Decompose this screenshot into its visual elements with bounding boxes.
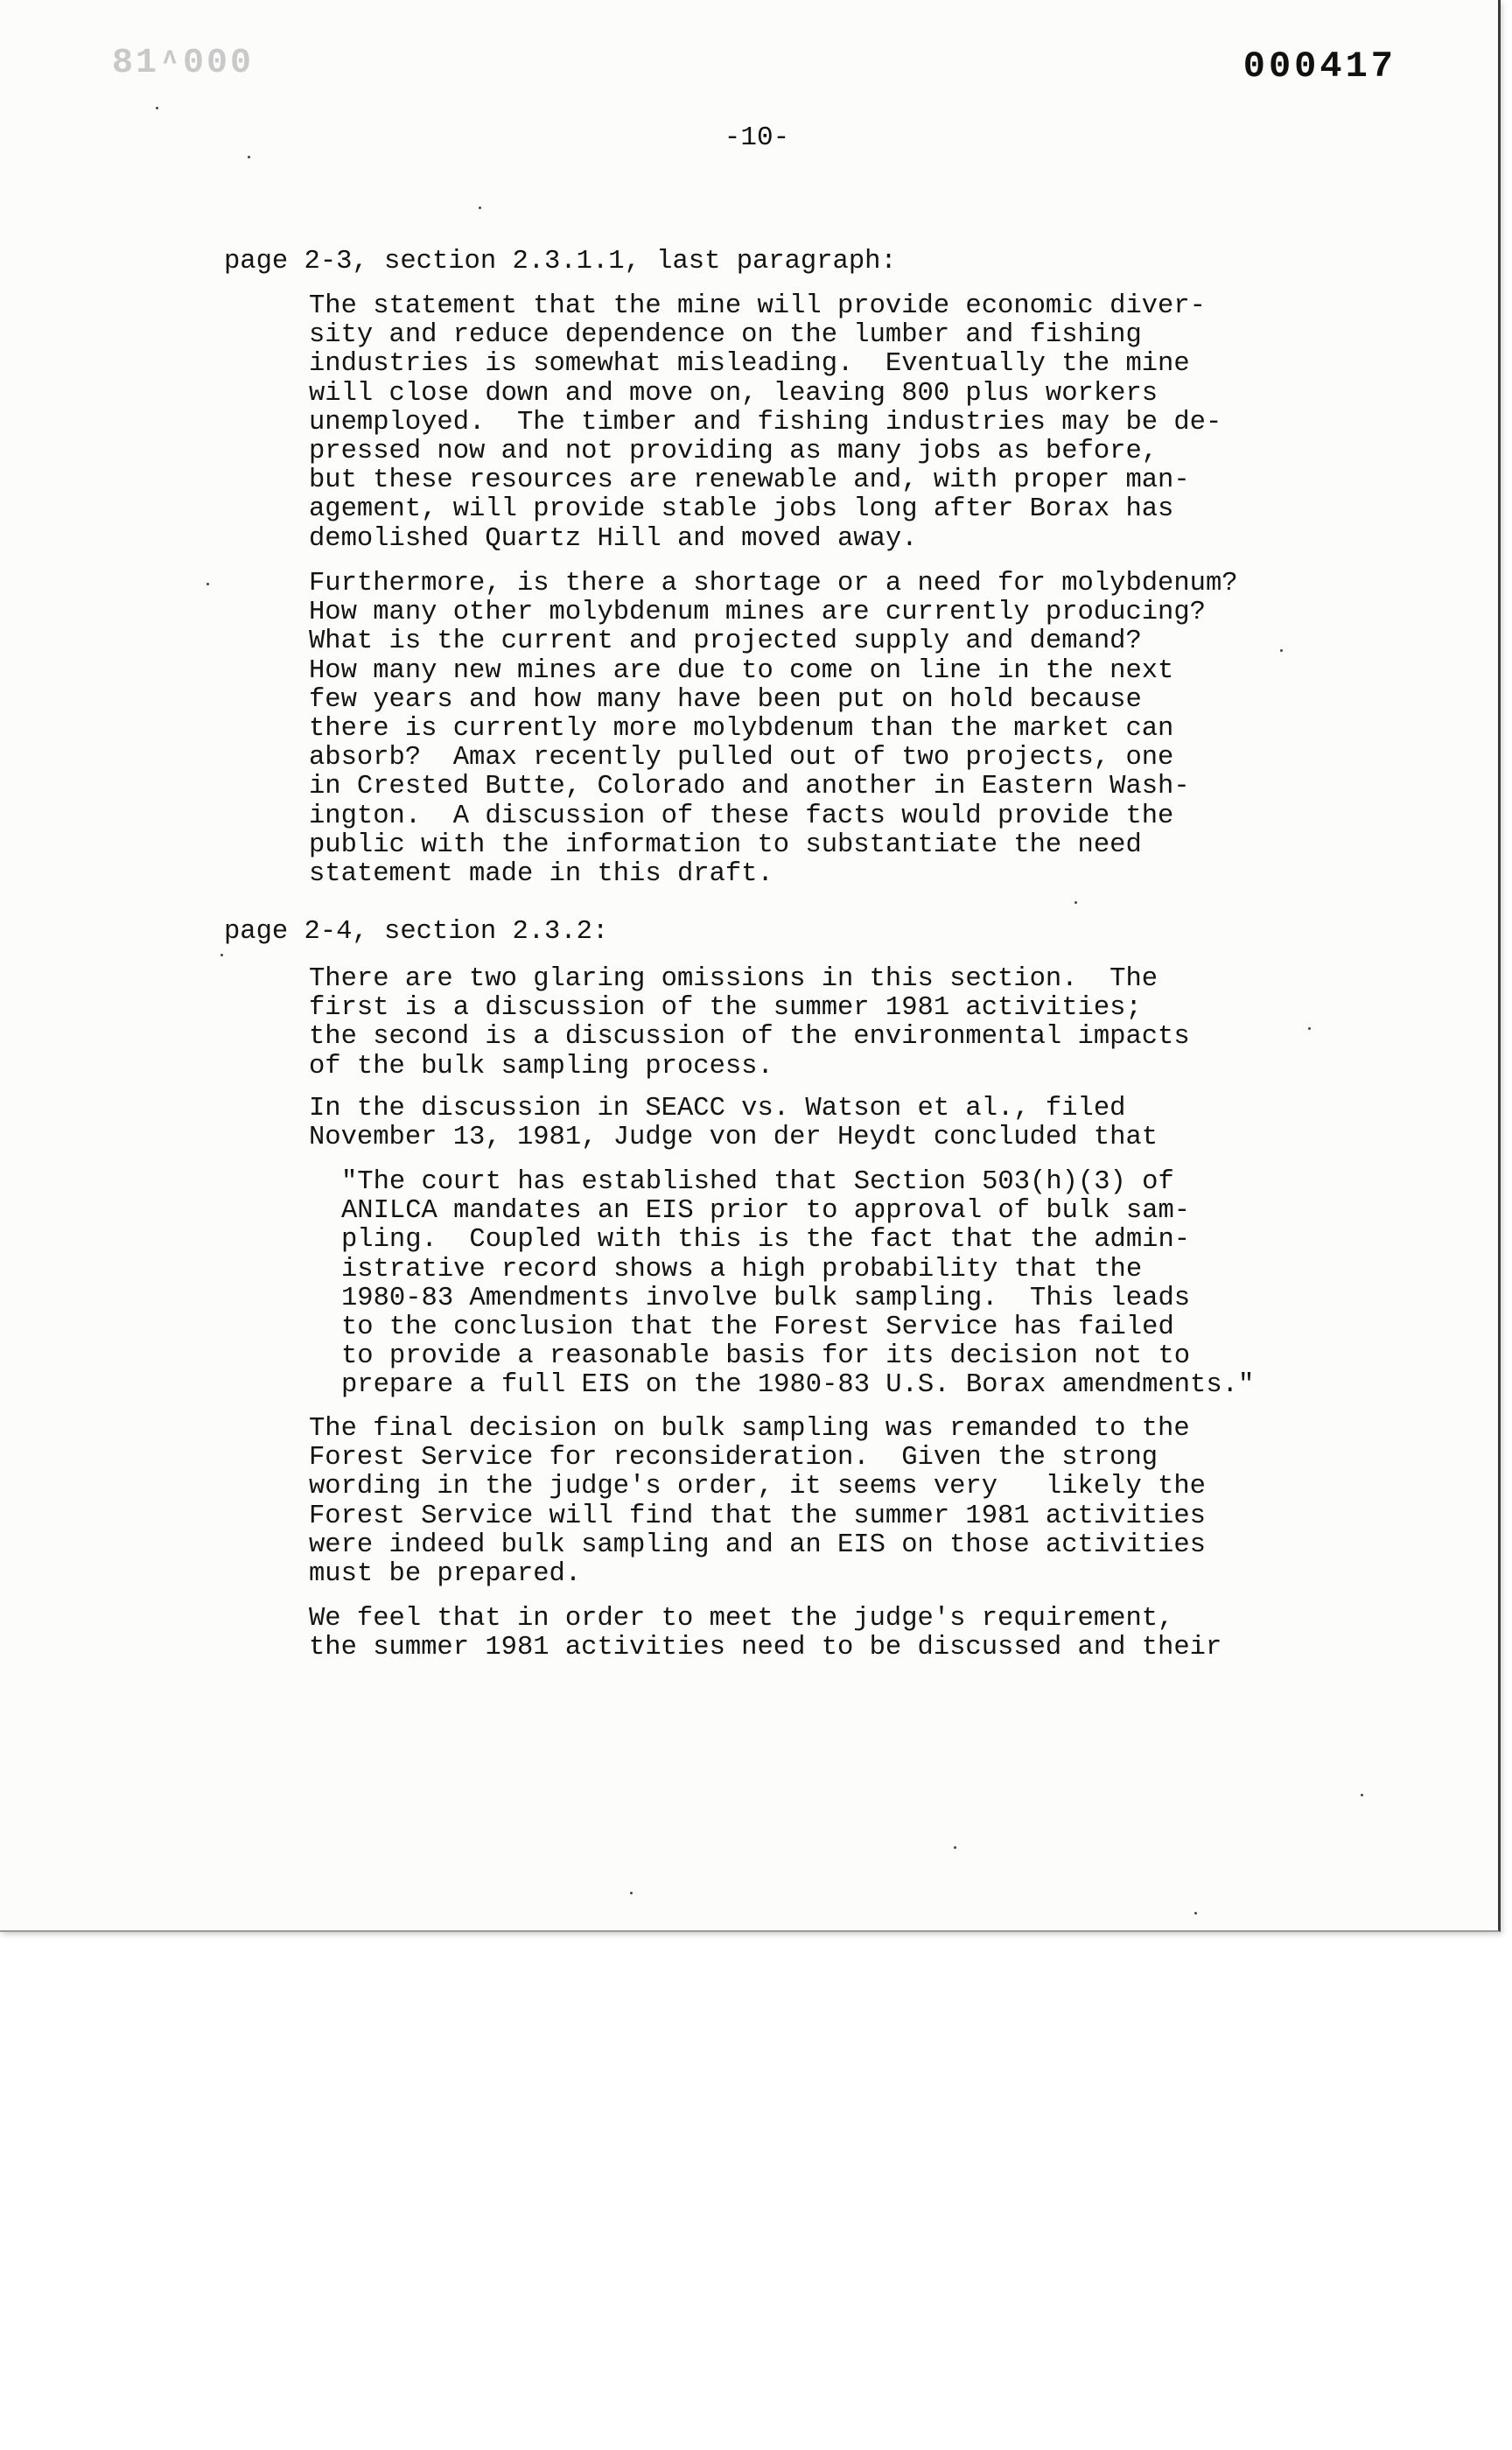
paragraph-economic-diversity: The statement that the mine will provide economic diver- sity and reduce dependence on the lumber and fishing industries is somewhat misleading. Eventually the mine will close down and move on, leaving 800 plus workers unemployed. The timber and fishing industries may be de- pressed now and not providing as many jobs as before, but these resources are renewable and, with proper man- agement, will provide stable jobs long after Borax has demolished Quartz Hill and moved away.: [309, 291, 1222, 554]
scan-speck: [1361, 1794, 1363, 1796]
scan-speck: [156, 107, 158, 109]
scan-speck: [1280, 649, 1283, 652]
paragraph-omissions: There are two glaring omissions in this section. The first is a discussion of the summer 1981 activities; the second is a discussion of the environmental impacts of the bulk sampling process.: [309, 964, 1190, 1082]
paragraph-final-decision: The final decision on bulk sampling was remanded to the Forest Service for reconsideration. Given the strong wording in the judge's order, it seems very likely the Forest Service will find that the summer 1981 activities were indeed bulk sampling and an EIS on those activities must be prepared.: [309, 1414, 1206, 1590]
document-number-stamp: 000417: [1242, 46, 1396, 88]
section-heading-2-4: page 2-4, section 2.3.2:: [224, 917, 609, 947]
section-heading-2-3: page 2-3, section 2.3.1.1, last paragraph:: [224, 247, 897, 276]
scan-speck: [630, 1892, 633, 1894]
paragraph-seacc-discussion: In the discussion in SEACC vs. Watson et al., filed November 13, 1981, Judge von der Heydt concluded that: [309, 1094, 1158, 1153]
paragraph-molybdenum-need: Furthermore, is there a shortage or a need for molybdenum? How many other molybdenum mines are currently producing? What is the current and projected supply and demand? How many new mines are due to come on line in the next few years and how many have been put on hold because there is currently more molybdenum than the market can absorb? Amax recently pulled out of two projects, one in Crested Butte, Colorado and another in Eastern Wash- ington. A discussion of these facts would provide the public with the information to substantiate the need statement made in this draft.: [309, 569, 1238, 890]
faded-document-stamp: 81ᶺ000: [112, 44, 255, 83]
page-number: -10-: [724, 122, 790, 153]
scan-speck: [479, 206, 481, 209]
court-quote-block: "The court has established that Section 503(h)(3) of ANILCA mandates an EIS prior to approval of bulk sam- pling. Coupled with this is the fact that the admin- istrative record shows a high probability that the 1980-83 Amendments involve bulk sampling. This leads to the conclusion that the Forest Service has failed to provide a reasonable basis for its decision not to prepare a full EIS on the 1980-83 U.S. Borax amendments.": [341, 1167, 1255, 1401]
scan-speck: [1194, 1912, 1197, 1914]
scan-speck: [1308, 1027, 1311, 1030]
scan-speck: [1074, 901, 1077, 904]
paragraph-judges-requirement: We feel that in order to meet the judge's requirement, the summer 1981 activities need to be discussed and their: [309, 1604, 1222, 1663]
scan-speck: [206, 583, 209, 585]
scan-speck: [954, 1846, 956, 1849]
scan-speck: [220, 954, 223, 956]
scan-speck: [248, 156, 250, 158]
